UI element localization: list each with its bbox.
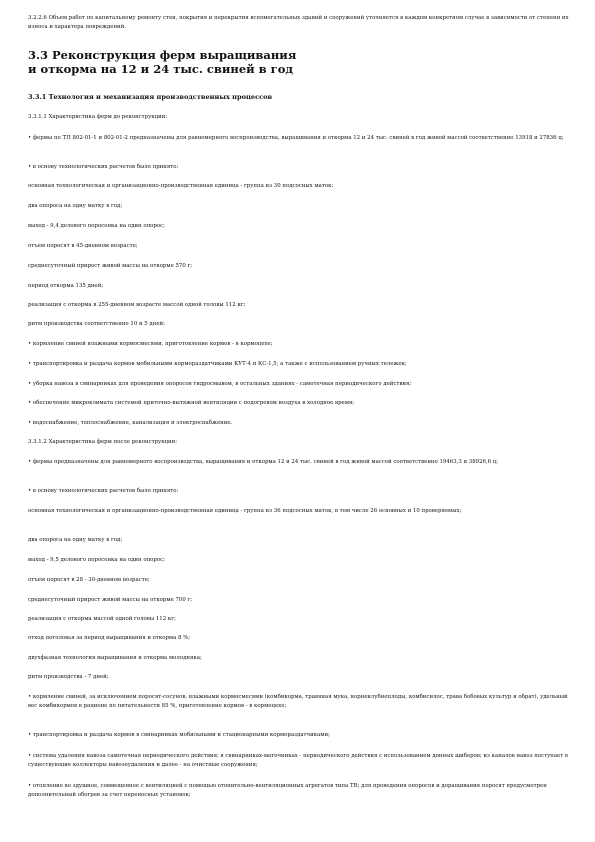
- paragraph-farm-purpose-before: • фермы по ТП 802-01-1 и 802-01-2 предназначены для равномерного воспроизводства, выращивания и откорма 12 и 24 тыс. свиней в год живой массой соответственно 13918 и 27836 ц;: [28, 135, 564, 141]
- paragraph-climate-before: • обеспечение микроклимата системой приточно-вытяжной вентиляции с подогревом воздуха в холодное время;: [28, 400, 355, 406]
- paragraph-manure-after: • система удаления навоза самотечная периодического действия; в свинарниках-маточниках - периодического действия с использованием донных шиберов; из каналов навоз поступает в существующие коллекторы навозоудаления и далее - на очистные сооружения;: [28, 753, 568, 768]
- paragraph-unit-before: основная технологическая и организационно-производственная единица - группа из 30 подсосных маток;: [28, 183, 334, 189]
- intro-paragraph: 3.2.2.6 Объем работ по капитальному ремонту стен, покрытия и перекрытия вспомогательных зданий и сооружений уточняется в каждом конкретном случае в зависимости от степени их износа и характера повреждений.: [28, 15, 569, 30]
- paragraph-yield-after: выход - 9,5 делового поросенка на один опорос;: [28, 557, 165, 563]
- paragraph-farrowings-before: два опороса на одну матку в год;: [28, 203, 123, 209]
- paragraph-farrowings-after: два опороса на одну матку в год;: [28, 537, 123, 543]
- paragraph-char-after-title: 3.3.1.2 Характеристика ферм после реконструкции:: [28, 439, 178, 445]
- paragraph-unit-after: основная технологическая и организационно-производственная единица - группа из 36 подсосных маток, в том числе 26 основных и 10 проверяемых;: [28, 508, 462, 514]
- paragraph-gain-before: среднесуточный прирост живой массы на откорме 570 г;: [28, 263, 193, 269]
- paragraph-feeding-before: • кормление свиней влажными кормосмесями, приготовление кормов - в кормоцехе;: [28, 341, 273, 347]
- paragraph-manure-before: • уборка навоза в свинарниках для проведения опоросов гидросмывом, в остальных зданиях - самотечная периодического действия;: [28, 381, 412, 387]
- paragraph-transport-after: • транспортировка и раздача кормов в свинарниках мобильными и стационарными кормораздатчиками;: [28, 732, 330, 738]
- paragraph-basis-before: • в основу технологических расчетов было принято:: [28, 164, 179, 170]
- paragraph-sale-before: реализация с откорма в 255-дневном возрасте массой одной головы 112 кг;: [28, 302, 246, 308]
- paragraph-transport-before: • транспортировка и раздача кормов мобильными кормораздатчиками КУТ-4 и КС-1,5, а также с использованием ручных тележек;: [28, 361, 407, 367]
- paragraph-gain-after: среднесуточный прирост живой массы на откорме 700 г;: [28, 597, 193, 603]
- paragraph-char-before-title: 3.3.1.1 Характеристика ферм до реконструкции:: [28, 114, 168, 120]
- paragraph-weaning-after: отъем поросят в 28 - 30-дневном возрасте;: [28, 577, 150, 583]
- paragraph-feeding-after: • кормление свиней, за исключением поросят-сосунов, влажными кормосмесями (комбикорма, травяная мука, корнеклубнеплоды, комбисилос, трава бобовых культур и обрат), удельный вес комбикормов в рационе по питательности 85 %, приготовление кормов - в кормоцехе;: [28, 694, 568, 709]
- section-title-line-2: и откорма на 12 и 24 тыс. свиней в год: [28, 62, 294, 76]
- paragraph-sale-after: реализация с откорма массой одной головы 112 кг;: [28, 616, 176, 622]
- paragraph-basis-after: • в основу технологических расчетов было принято:: [28, 488, 179, 494]
- paragraph-loss-after: отход поголовья за период выращивания и откорма 8 %;: [28, 635, 191, 641]
- paragraph-yield-before: выход - 9,4 делового поросенка на один опорос;: [28, 223, 165, 229]
- paragraph-two-phase: двухфазная технология выращивания и откорма молодняка;: [28, 655, 202, 661]
- subsection-title: 3.3.1 Технология и механизация производственных процессов: [28, 93, 273, 101]
- paragraph-farm-purpose-after: • фермы предназначены для равномерного воспроизводства, выращивания и откорма 12 и 24 тыс. свиней в год живой массой соответственно 19463,3 и 38926,6 ц;: [28, 459, 499, 465]
- paragraph-weaning-before: отъем поросят в 45-дневном возрасте;: [28, 243, 138, 249]
- paragraph-rhythm-after: ритм производства - 7 дней;: [28, 674, 109, 680]
- section-title-line-1: 3.3 Реконструкция ферм выращивания: [28, 48, 297, 62]
- paragraph-heating-after: • отопление во здушное, совмещенное с вентиляцией с помощью отопительно-вентиляционных агрегатов типа ТВ; для проведения опоросов и доращивания поросят предусмотрен дополнительный обогрев за счет переносных установок;: [28, 783, 547, 798]
- paragraph-utilities-before: • водоснабжение, теплоснабжение, канализация и электроснабжение.: [28, 420, 233, 426]
- paragraph-fattening-period: период откорма 135 дней;: [28, 283, 104, 289]
- paragraph-rhythm-before: ритм производства соответственно 10 и 5 дней;: [28, 321, 165, 327]
